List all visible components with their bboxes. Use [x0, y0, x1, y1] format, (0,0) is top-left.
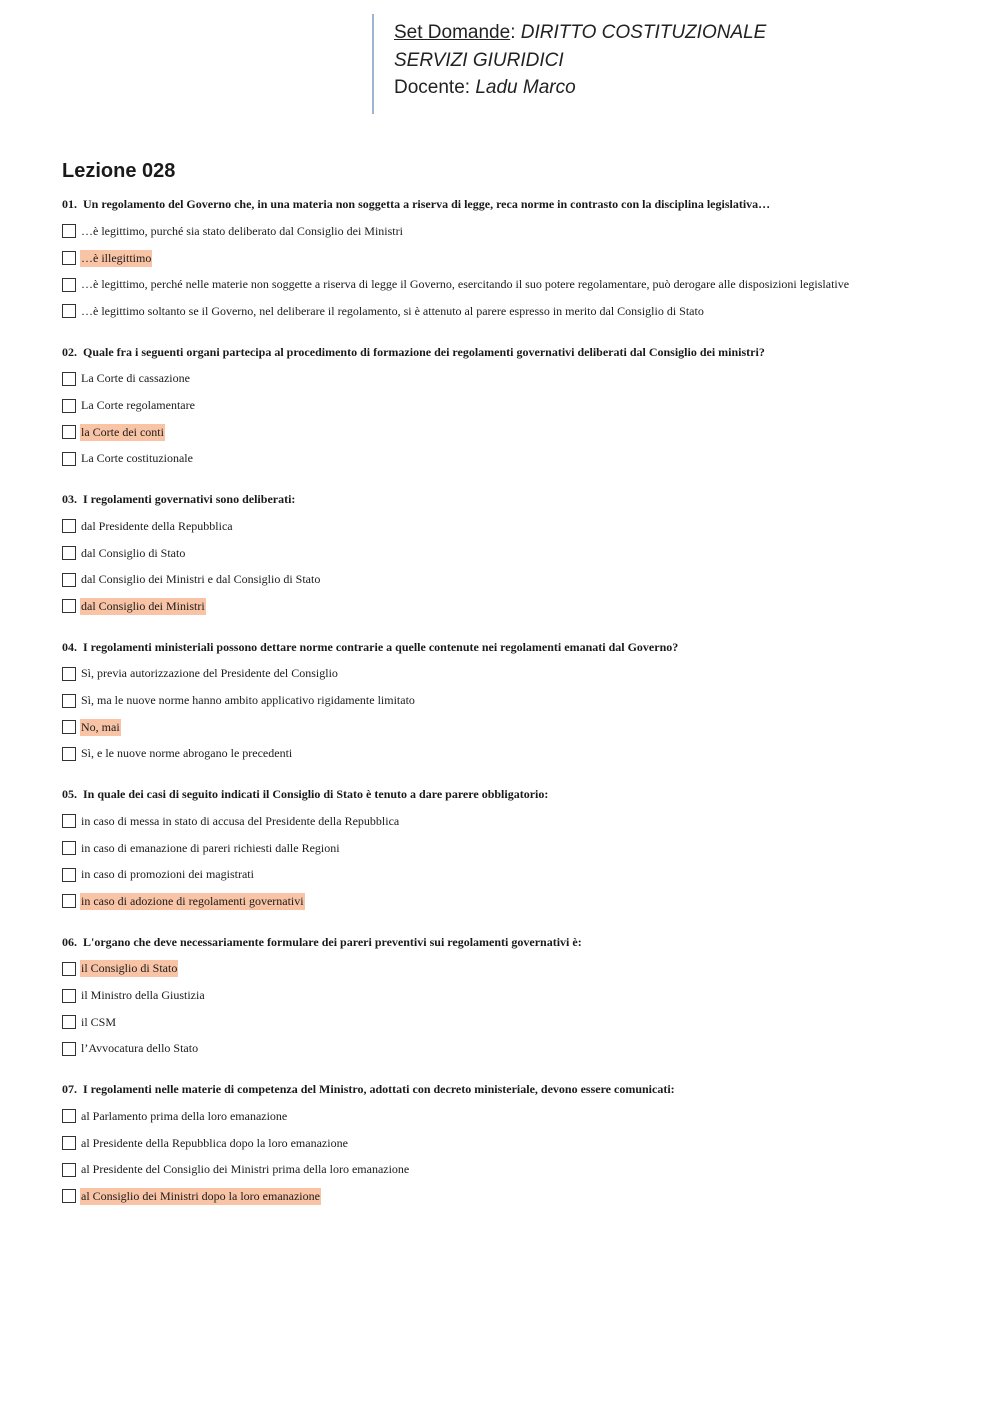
teacher-label: Docente: — [394, 77, 476, 98]
checkbox[interactable] — [62, 694, 76, 708]
question-number: 03. — [62, 492, 77, 506]
answer-option-correct[interactable] — [62, 245, 962, 272]
question-block — [62, 635, 962, 783]
answer-option[interactable] — [62, 661, 962, 688]
answer-option[interactable] — [62, 566, 962, 593]
answer-option[interactable] — [62, 446, 962, 473]
option-label: La Corte regolamentare — [81, 398, 195, 413]
option-label: la Corte dei conti — [81, 424, 164, 439]
option-label: il Consiglio di Stato — [81, 961, 178, 976]
answer-option[interactable] — [62, 1130, 962, 1157]
option-label: Sì, e le nuove norme abrogano le precedenti — [81, 746, 293, 761]
checkbox[interactable] — [62, 747, 76, 761]
checkbox[interactable] — [62, 1163, 76, 1177]
answer-option[interactable] — [62, 298, 962, 325]
answer-option[interactable] — [62, 218, 962, 245]
question-prompt: I regolamenti governativi sono deliberati: — [83, 492, 296, 506]
option-label: l’Avvocatura dello Stato — [81, 1041, 199, 1056]
answer-option[interactable] — [62, 1036, 962, 1063]
checkbox[interactable] — [62, 452, 76, 466]
question-text — [62, 930, 962, 954]
option-label: dal Consiglio di Stato — [81, 545, 186, 560]
question-block — [62, 782, 962, 930]
checkbox[interactable] — [62, 894, 76, 908]
option-label: il CSM — [81, 1014, 117, 1029]
answer-option[interactable] — [62, 392, 962, 419]
option-label: in caso di messa in stato di accusa del Presidente della Repubblica — [81, 813, 400, 828]
question-text — [62, 1077, 962, 1101]
answer-option-correct[interactable] — [62, 593, 962, 620]
set-label: Set Domande — [394, 22, 511, 43]
question-text — [62, 192, 962, 216]
set-separator: : — [510, 22, 521, 43]
answer-option[interactable] — [62, 861, 962, 888]
option-label: Sì, previa autorizzazione del Presidente del Consiglio — [81, 666, 338, 681]
question-list — [62, 192, 962, 1225]
checkbox[interactable] — [62, 546, 76, 560]
option-label: in caso di emanazione di pareri richiesti dalle Regioni — [81, 840, 340, 855]
option-label: in caso di promozioni dei magistrati — [81, 867, 254, 882]
answer-option[interactable] — [62, 808, 962, 835]
question-block — [62, 340, 962, 488]
checkbox[interactable] — [62, 1042, 76, 1056]
question-block — [62, 1077, 962, 1225]
option-label: …è illegittimo — [81, 250, 152, 265]
checkbox[interactable] — [62, 1015, 76, 1029]
option-label: al Presidente del Consiglio dei Ministri prima della loro emanazione — [81, 1162, 410, 1177]
subject-title: DIRITTO COSTITUZIONALE — [520, 22, 767, 43]
question-text — [62, 635, 962, 659]
answer-option[interactable] — [62, 540, 962, 567]
answer-option[interactable] — [62, 1103, 962, 1130]
teacher-name: Ladu Marco — [475, 77, 576, 98]
option-label: al Consiglio dei Ministri dopo la loro emanazione — [81, 1188, 320, 1203]
question-prompt: In quale dei casi di seguito indicati il Consiglio di Stato è tenuto a dare parere obbligatorio: — [83, 787, 549, 801]
question-text — [62, 487, 962, 511]
checkbox[interactable] — [62, 425, 76, 439]
answer-option[interactable] — [62, 1009, 962, 1036]
answer-option[interactable] — [62, 741, 962, 768]
question-number: 02. — [62, 344, 77, 359]
checkbox[interactable] — [62, 519, 76, 533]
question-block — [62, 192, 962, 340]
checkbox[interactable] — [62, 372, 76, 386]
question-prompt: Quale fra i seguenti organi partecipa al procedimento di formazione dei regolamenti governativi deliberati dal Consiglio dei ministri? — [83, 344, 765, 359]
question-block — [62, 487, 962, 635]
question-number: 04. — [62, 639, 77, 654]
lesson-title: Lezione 028 — [62, 160, 176, 182]
answer-option-correct[interactable] — [62, 888, 962, 915]
question-text — [62, 782, 962, 806]
checkbox[interactable] — [62, 399, 76, 413]
checkbox[interactable] — [62, 841, 76, 855]
checkbox[interactable] — [62, 1109, 76, 1123]
option-label: …è legittimo soltanto se il Governo, nel deliberare il regolamento, si è attenuto al parere espresso in merito dal Consiglio di Stato — [81, 303, 704, 318]
answer-option[interactable] — [62, 1156, 962, 1183]
checkbox[interactable] — [62, 1136, 76, 1150]
option-label: No, mai — [81, 719, 120, 734]
option-label: al Parlamento prima della loro emanazione — [81, 1108, 288, 1123]
answer-option-correct[interactable] — [62, 419, 962, 446]
answer-option-correct[interactable] — [62, 956, 962, 983]
option-label: La Corte costituzionale — [81, 451, 193, 466]
option-label: …è legittimo, purché sia stato deliberato dal Consiglio dei Ministri — [81, 223, 403, 238]
course-name: SERVIZI GIURIDICI — [394, 49, 564, 71]
checkbox[interactable] — [62, 962, 76, 976]
option-label: dal Consiglio dei Ministri — [81, 598, 205, 613]
question-number: 05. — [62, 787, 77, 801]
checkbox[interactable] — [62, 278, 76, 292]
question-prompt: L'organo che deve necessariamente formulare dei pareri preventivi sui regolamenti governativi è: — [83, 934, 582, 949]
answer-option-correct[interactable] — [62, 714, 962, 741]
document-header — [372, 14, 766, 114]
checkbox[interactable] — [62, 1189, 76, 1203]
checkbox[interactable] — [62, 989, 76, 1003]
answer-option[interactable] — [62, 687, 962, 714]
answer-option[interactable] — [62, 835, 962, 862]
question-number: 01. — [62, 197, 77, 211]
checkbox[interactable] — [62, 599, 76, 613]
header-teacher-line — [394, 74, 766, 102]
question-prompt: I regolamenti ministeriali possono dettare norme contrarie a quelle contenute nei regolamenti emanati dal Governo? — [83, 639, 679, 654]
answer-option[interactable] — [62, 513, 962, 540]
answer-option[interactable] — [62, 366, 962, 393]
option-label: il Ministro della Giustizia — [81, 988, 205, 1003]
checkbox[interactable] — [62, 667, 76, 681]
checkbox[interactable] — [62, 251, 76, 265]
option-label: dal Presidente della Repubblica — [81, 518, 233, 533]
checkbox[interactable] — [62, 224, 76, 238]
question-block — [62, 930, 962, 1078]
question-number: 06. — [62, 934, 77, 949]
option-label: …è legittimo, perché nelle materie non soggette a riserva di legge il Governo, esercitando il suo potere regolamentare, può derogare alle disposizioni legislative — [81, 277, 850, 292]
question-prompt: Un regolamento del Governo che, in una materia non soggetta a riserva di legge, reca norme in contrasto con la disciplina legislativa… — [83, 197, 771, 211]
answer-option[interactable] — [62, 271, 962, 298]
checkbox[interactable] — [62, 868, 76, 882]
checkbox[interactable] — [62, 573, 76, 587]
option-label: in caso di adozione di regolamenti governativi — [81, 893, 304, 908]
question-number: 07. — [62, 1082, 77, 1096]
question-prompt: I regolamenti nelle materie di competenza del Ministro, adottati con decreto ministeriale, devono essere comunicati: — [83, 1082, 675, 1096]
answer-option-correct[interactable] — [62, 1183, 962, 1210]
checkbox[interactable] — [62, 720, 76, 734]
header-set-line — [394, 19, 766, 47]
option-label: dal Consiglio dei Ministri e dal Consiglio di Stato — [81, 572, 321, 587]
checkbox[interactable] — [62, 304, 76, 318]
option-label: al Presidente della Repubblica dopo la loro emanazione — [81, 1135, 348, 1150]
checkbox[interactable] — [62, 814, 76, 828]
question-text — [62, 340, 962, 364]
option-label: Sì, ma le nuove norme hanno ambito applicativo rigidamente limitato — [81, 693, 415, 708]
answer-option[interactable] — [62, 982, 962, 1009]
option-label: La Corte di cassazione — [81, 371, 190, 386]
